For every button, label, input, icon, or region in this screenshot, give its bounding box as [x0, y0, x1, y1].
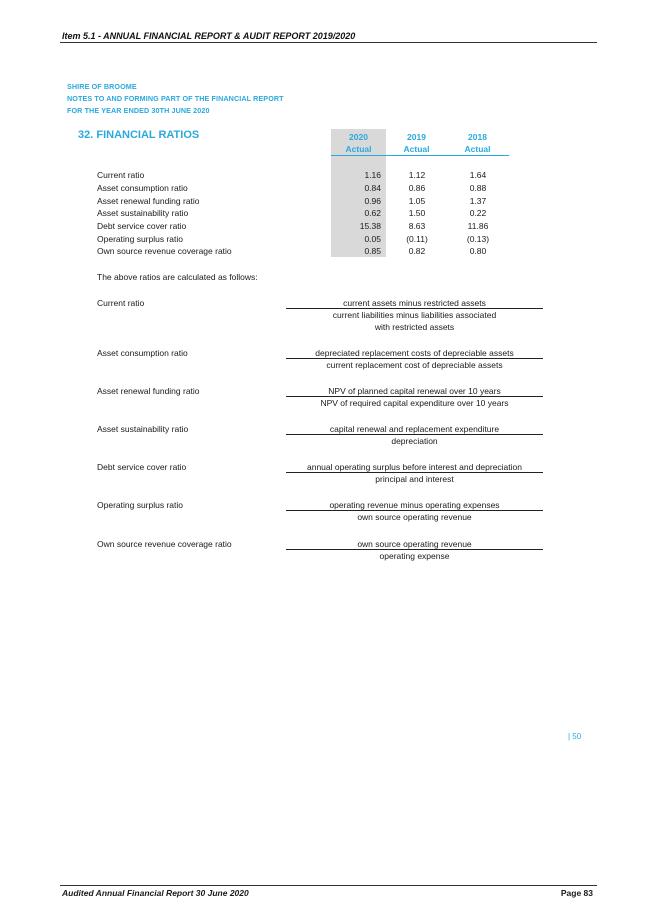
column-label-2018: Actual — [464, 144, 491, 154]
footer-title: Audited Annual Financial Report 30 June 2020 — [62, 888, 249, 898]
ratio-value-2019: 0.82 — [408, 246, 426, 256]
formula-numerator: NPV of planned capital renewal over 10 years — [328, 386, 501, 396]
ratio-value-2019: 1.12 — [408, 170, 426, 180]
ratio-value-2019: 8.63 — [408, 221, 426, 231]
notes-heading: NOTES TO AND FORMING PART OF THE FINANCIAL REPORT — [67, 94, 284, 103]
ratio-value-2018: 0.22 — [469, 208, 487, 218]
ratio-value-2020: 0.05 — [364, 234, 381, 244]
document-header: Item 5.1 - ANNUAL FINANCIAL REPORT & AUDIT REPORT 2019/2020 — [62, 31, 356, 41]
formula-label: Asset renewal funding ratio — [97, 386, 200, 396]
ratio-row-label: Asset renewal funding ratio — [97, 196, 200, 206]
ratio-value-2020: 0.96 — [364, 196, 381, 206]
formula-numerator: operating revenue minus operating expenses — [329, 500, 500, 510]
ratio-value-2019: 1.50 — [408, 208, 426, 218]
ratio-value-2018: 1.64 — [469, 170, 487, 180]
formula-numerator: annual operating surplus before interest and depreciation — [306, 462, 522, 472]
column-label-2019: Actual — [403, 144, 430, 154]
footer-rule — [60, 885, 597, 886]
formula-denominator-continued: with restricted assets — [374, 322, 455, 332]
ratio-value-2020: 0.85 — [364, 246, 381, 256]
formula-intro: The above ratios are calculated as follows: — [97, 272, 258, 282]
formula-label: Own source revenue coverage ratio — [97, 539, 232, 549]
formula-denominator: principal and interest — [375, 474, 454, 484]
formula-label: Asset sustainability ratio — [97, 424, 189, 434]
org-name: SHIRE OF BROOME — [67, 82, 137, 91]
ratio-row-label: Asset consumption ratio — [97, 183, 188, 193]
header-rule — [60, 42, 597, 43]
section-page-number: | 50 — [568, 732, 582, 741]
formula-denominator: own source operating revenue — [357, 512, 472, 522]
formula-numerator: current assets minus restricted assets — [343, 298, 486, 308]
column-year-2019: 2019 — [407, 132, 426, 142]
ratio-value-2020: 0.62 — [364, 208, 381, 218]
ratio-value-2018: 11.86 — [467, 221, 489, 231]
formula-denominator: operating expense — [379, 551, 450, 561]
column-year-2018: 2018 — [468, 132, 487, 142]
note-title: 32. FINANCIAL RATIOS — [78, 129, 200, 141]
ratio-row-label: Operating surplus ratio — [97, 234, 183, 244]
formula-denominator: NPV of required capital expenditure over 10 years — [320, 398, 509, 408]
formula-label: Asset consumption ratio — [97, 348, 188, 358]
ratio-value-2020: 15.38 — [359, 221, 381, 231]
formula-denominator: current replacement cost of depreciable assets — [326, 360, 503, 370]
column-label-2020: Actual — [345, 144, 372, 154]
ratio-row-label: Asset sustainability ratio — [97, 208, 189, 218]
ratio-value-2020: 1.16 — [364, 170, 381, 180]
ratio-row-label: Debt service cover ratio — [97, 221, 187, 231]
footer-page-number: Page 83 — [560, 888, 593, 898]
formula-numerator: own source operating revenue — [357, 539, 472, 549]
ratio-value-2018: 0.88 — [469, 183, 487, 193]
formula-numerator: depreciated replacement costs of depreciable assets — [315, 348, 514, 358]
formula-denominator: current liabilities minus liabilities associated — [332, 310, 497, 320]
ratio-value-2018: (0.13) — [466, 234, 490, 244]
formula-label: Debt service cover ratio — [97, 462, 187, 472]
ratio-row-label: Current ratio — [97, 170, 145, 180]
ratio-value-2018: 0.80 — [469, 246, 487, 256]
ratio-value-2020: 0.84 — [364, 183, 381, 193]
formula-label: Current ratio — [97, 298, 145, 308]
period-heading: FOR THE YEAR ENDED 30TH JUNE 2020 — [67, 106, 210, 115]
ratio-value-2018: 1.37 — [469, 196, 487, 206]
column-header-rule — [331, 155, 509, 156]
ratio-value-2019: 0.86 — [408, 183, 426, 193]
formula-numerator: capital renewal and replacement expenditure — [329, 424, 500, 434]
column-year-2020: 2020 — [349, 132, 368, 142]
formula-denominator: depreciation — [391, 436, 438, 446]
ratio-value-2019: (0.11) — [406, 234, 428, 244]
ratio-row-label: Own source revenue coverage ratio — [97, 246, 232, 256]
formula-label: Operating surplus ratio — [97, 500, 183, 510]
ratio-value-2019: 1.05 — [408, 196, 426, 206]
